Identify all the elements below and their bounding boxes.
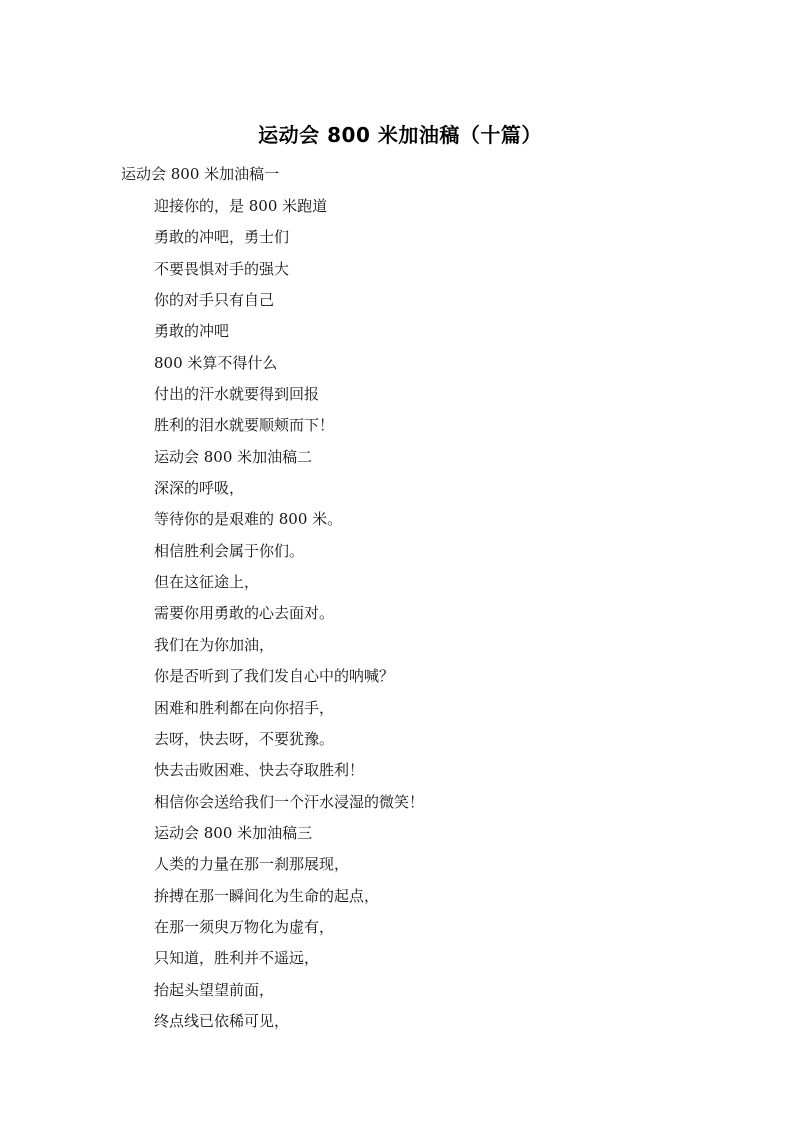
text-line: 需要你用勇敢的心去面对。 [154,604,335,623]
text-line: 等待你的是艰难的 800 米。 [154,510,343,529]
text-line: 快去击败困难、快去夺取胜利！ [154,761,365,780]
text-line: 终点线已依稀可见， [154,1011,290,1030]
document-title: 运动会 800 米加油稿（十篇） [258,123,542,147]
section-heading: 运动会 800 米加油稿三 [154,823,313,842]
text-line: 相信你会送给我们一个汗水浸湿的微笑！ [154,792,425,811]
text-line: 迎接你的，是 800 米跑道 [154,197,328,215]
text-line: 相信胜利会属于你们。 [154,541,305,560]
section-heading: 运动会 800 米加油稿二 [154,447,313,466]
text-line: 困难和胜利都在向你招手， [154,698,335,717]
text-line: 你的对手只有自己 [154,291,275,310]
text-line: 胜利的泪水就要顺颊而下！ [154,416,335,435]
text-line: 付出的汗水就要得到回报 [154,385,320,404]
text-line: 我们在为你加油， [154,635,275,654]
text-line: 深深的呼吸， [154,479,245,498]
text-line: 800 米算不得什么 [154,353,278,372]
text-line: 只知道，胜利并不遥远， [154,949,320,968]
text-line: 在那一须臾万物化为虚有， [154,917,335,936]
text-line: 人类的力量在那一刹那展现， [154,855,350,874]
text-line: 你是否听到了我们发自心中的呐喊？ [154,667,395,686]
text-line: 去呀，快去呀，不要犹豫。 [154,729,335,748]
text-line: 但在这征途上， [154,573,260,592]
text-line: 抬起头望望前面， [154,980,275,999]
text-line: 不要畏惧对手的强大 [154,259,290,278]
poem-lines [154,194,424,1040]
section-heading: 运动会 800 米加油稿一 [121,165,280,183]
text-line: 勇敢的冲吧 [154,322,230,341]
text-line: 勇敢的冲吧，勇士们 [154,228,290,247]
text-line: 拚搏在那一瞬间化为生命的起点， [154,886,380,905]
